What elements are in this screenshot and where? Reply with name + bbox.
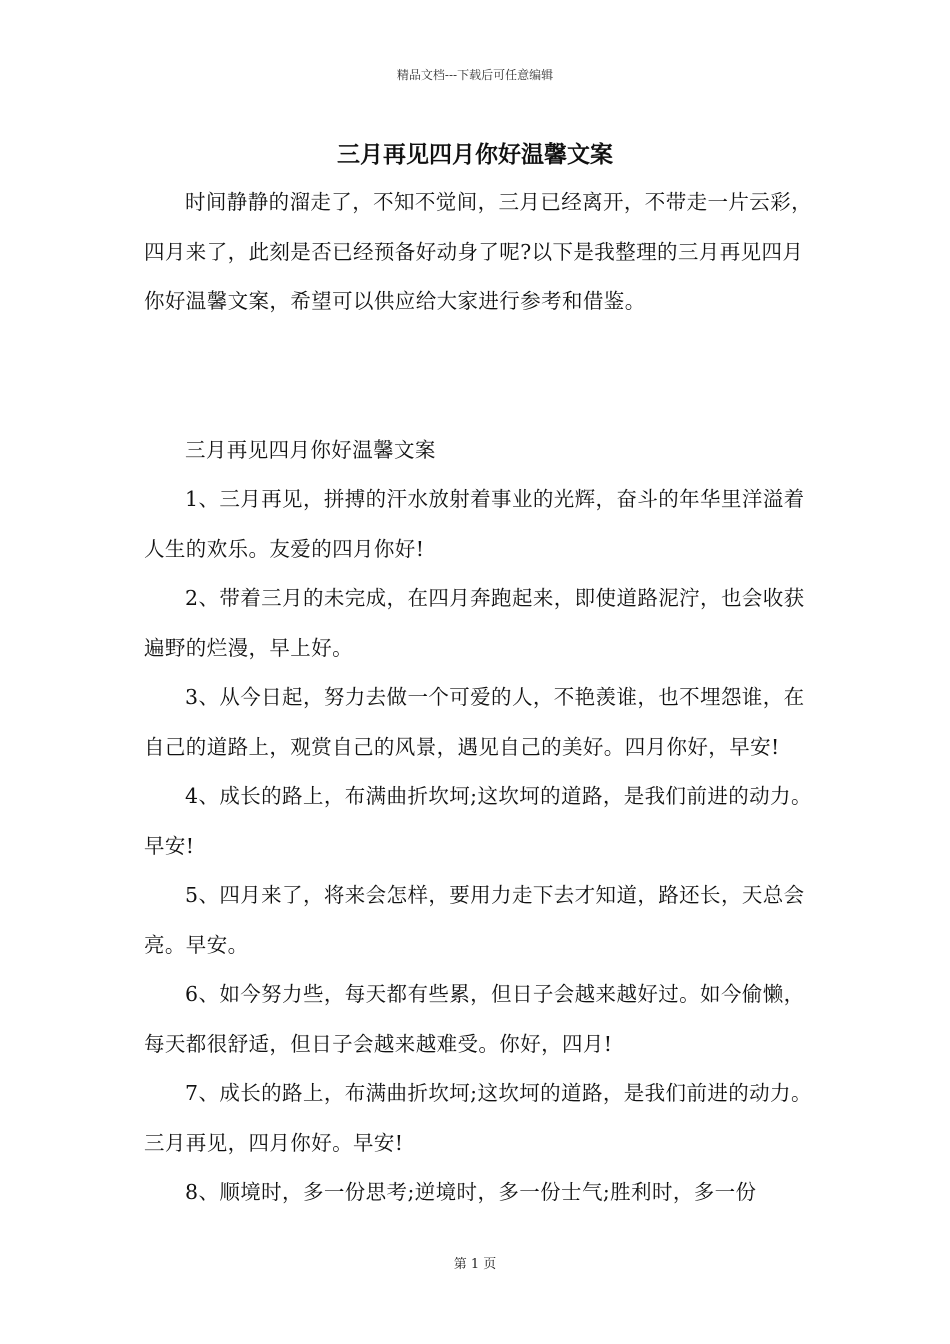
list-item: 5、四月来了，将来会怎样，要用力走下去才知道，路还长，天总会亮。早安。 — [144, 883, 805, 957]
list-item: 4、成长的路上，布满曲折坎坷;这坎坷的道路，是我们前进的动力。早安! — [144, 784, 812, 858]
list-item: 6、如今努力些，每天都有些累，但日子会越来越好过。如今偷懒，每天都很舒适，但日子会越来越难受。你好，四月! — [144, 982, 805, 1056]
list-item: 7、成长的路上，布满曲折坎坷;这坎坷的道路，是我们前进的动力。三月再见，四月你好。早安! — [144, 1081, 812, 1155]
document-body — [144, 178, 812, 1218]
list-item: 8、顺境时，多一份思考;逆境时，多一份士气;胜利时，多一份 — [185, 1180, 757, 1204]
intro-paragraph: 时间静静的溜走了，不知不觉间，三月已经离开，不带走一片云彩，四月来了，此刻是否已经预备好动身了呢?以下是我整理的三月再见四月你好温馨文案，希望可以供应给大家进行参考和借鉴。 — [144, 190, 812, 313]
document-title: 三月再见四月你好温馨文案 — [337, 141, 613, 168]
page-number: 第 1 页 — [453, 1257, 497, 1272]
section-heading: 三月再见四月你好温馨文案 — [185, 437, 436, 462]
list-item: 2、带着三月的未完成，在四月奔跑起来，即使道路泥泞，也会收获遍野的烂漫，早上好。 — [144, 586, 805, 660]
list-item: 1、三月再见，拼搏的汗水放射着事业的光辉，奋斗的年华里洋溢着人生的欢乐。友爱的四月你好! — [144, 487, 805, 561]
page-header-note: 精品文档---下载后可任意编辑 — [396, 68, 554, 82]
list-item: 3、从今日起，努力去做一个可爱的人，不艳羡谁，也不埋怨谁，在自己的道路上，观赏自己的风景，遇见自己的美好。四月你好，早安! — [144, 685, 805, 759]
paragraph-spacer — [144, 327, 812, 426]
